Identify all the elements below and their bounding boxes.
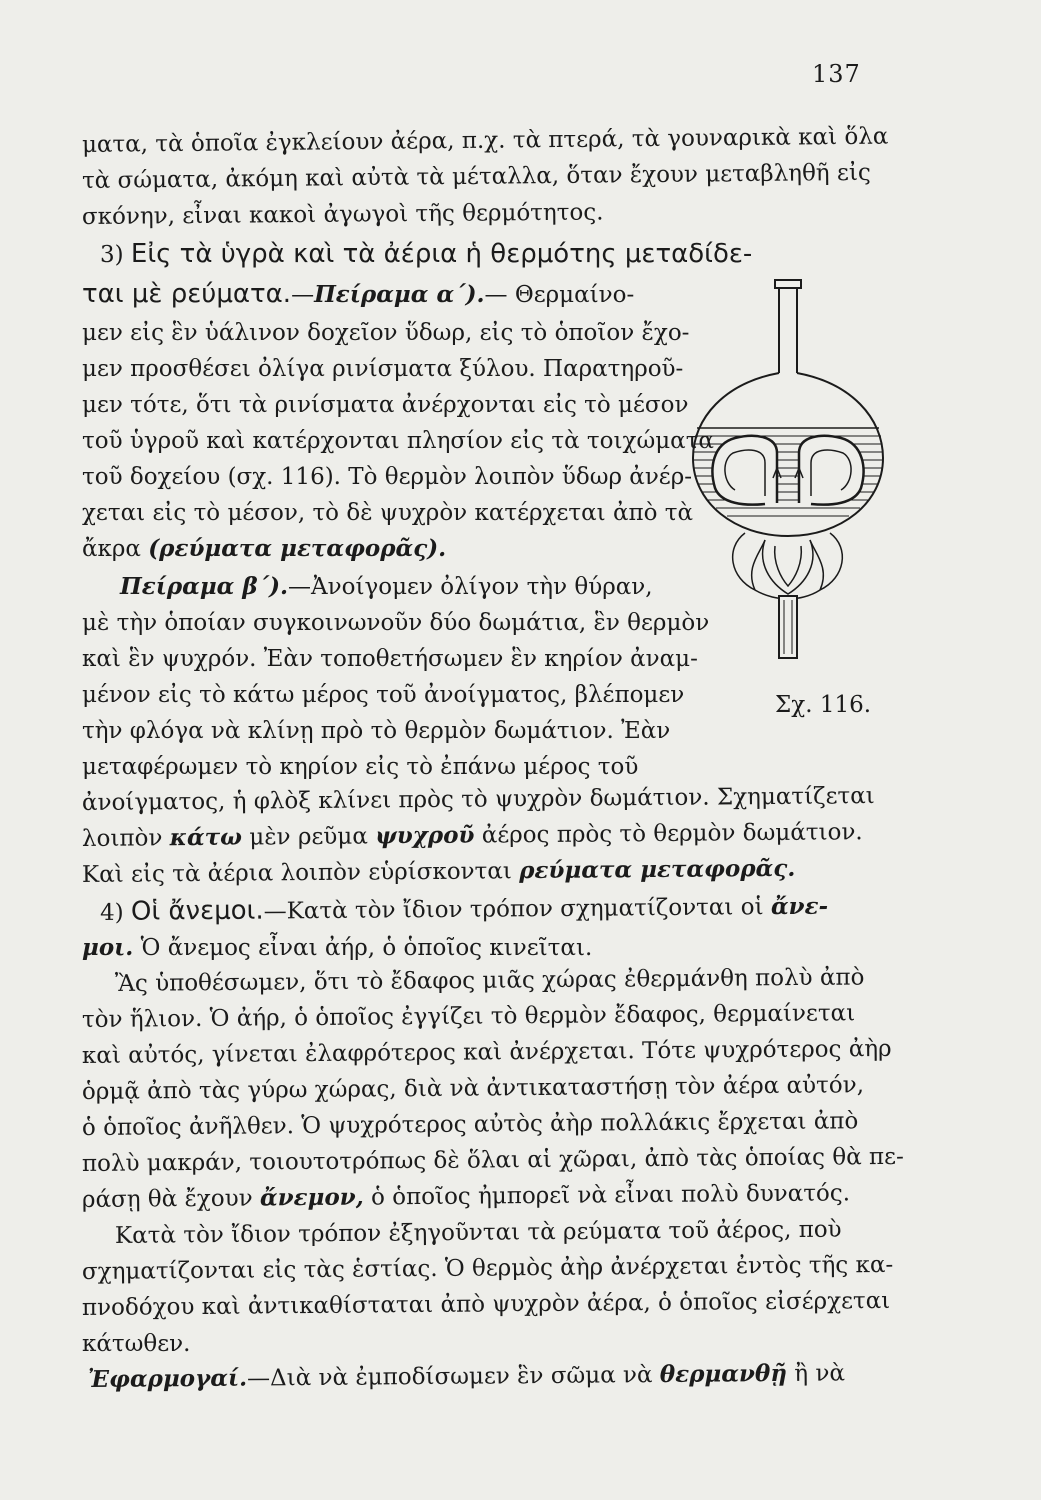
text: — Θερμαίνο- — [484, 282, 635, 308]
section-number: 4) — [99, 899, 132, 926]
text-line-20 — [82, 815, 863, 856]
text: μεν προσθέσει ὀλίγα ρινίσματα ξύλου. Παρατηροῦ- — [82, 356, 684, 382]
text: —Ἀνοίγομεν ὀλίγον τὴν θύραν, — [288, 574, 653, 600]
text: ἄκρα — [82, 536, 149, 562]
flask-neck-rim — [775, 280, 801, 288]
text: ἢ νὰ — [786, 1360, 846, 1387]
text: ἀνοίγματος, ἡ φλὸξ κλίνει πρὸς τὸ ψυχρὸν δωμάτιον. Σχηματίζεται — [81, 783, 875, 816]
text: σκόνην, εἶναι κακοὶ ἀγωγοὶ τῆς θερμότητος. — [81, 199, 604, 230]
experiment-label: Πείραμα α΄). — [314, 281, 485, 308]
text: ματα, τὰ ὁποῖα ἐγκλείουν ἀέρα, π.χ. τὰ πτερά, τὰ γουναρικὰ καὶ ὅλα — [81, 123, 889, 158]
emphasis: Ἐφαρμογαί. — [87, 1364, 248, 1393]
text-line-26 — [82, 1032, 892, 1073]
text-line-27 — [82, 1068, 864, 1109]
emphasis: ψυχροῦ — [375, 821, 475, 850]
section-heading-3 — [100, 237, 752, 272]
text-line-2 — [82, 156, 871, 198]
text-line-19 — [82, 779, 875, 820]
text: πνοδόχου καὶ ἀντικαθίσταται ἀπὸ ψυχρὸν ἀέρα, ὁ ὁποῖος εἰσέρχεται — [81, 1287, 891, 1321]
burner-tube — [779, 596, 797, 658]
text-line-8 — [82, 388, 688, 422]
text-line-10 — [82, 460, 692, 494]
text-line-16 — [82, 678, 684, 712]
figure-116 — [685, 278, 890, 678]
text-line-21 — [82, 852, 796, 892]
text: μεν εἰς ἓν ὑάλινον δοχεῖον ὕδωρ, εἰς τὸ ὁποῖον ἔχο- — [82, 320, 690, 346]
text: πολὺ μακράν, τοιουτοτρόπως δὲ ὅλαι αἱ χῶραι, ἀπὸ τὰς ὁποίας θὰ πε- — [81, 1143, 904, 1177]
text: ἀέρος πρὸς τὸ θερμὸν δωμάτιον. — [474, 819, 863, 849]
text: μένον εἰς τὸ κάτω μέρος τοῦ ἀνοίγματος, βλέπομεν — [82, 682, 685, 708]
emphasis: θερμανθῇ — [659, 1359, 788, 1389]
section-title: Οἱ ἄνεμοι. — [130, 895, 264, 927]
text: Κατὰ τὸν ἴδιον τρόπον ἐξηγοῦνται τὰ ρεύματα τοῦ ἀέρος, ποὺ — [114, 1216, 842, 1249]
text-line-34 — [82, 1327, 190, 1361]
text: τὴν φλόγα νὰ κλίνῃ πρὸ τὸ θερμὸν δωμάτιον. Ἐὰν — [82, 718, 671, 744]
text: χεται εἰς τὸ μέσον, τὸ δὲ ψυχρὸν κατέρχεται ἀπὸ τὰ — [82, 500, 694, 526]
text: ὁρμᾷ ἀπὸ τὰς γύρω χώρας, διὰ νὰ ἀντικαταστήσῃ τὸν ἀέρα αὐτόν, — [81, 1072, 865, 1105]
text: —Κατὰ τὸν ἴδιον τρόπον σχηματίζονται οἱ — [263, 894, 771, 925]
page-number: 137 — [812, 60, 861, 88]
emphasis: (ρεύματα μεταφορᾶς). — [148, 535, 447, 562]
text-line-5 — [82, 277, 634, 312]
text: ὁ ὁποῖος ἀνῆλθεν. Ὁ ψυχρότερος αὐτὸς ἀὴρ πολλάκις ἔρχεται ἀπὸ — [81, 1108, 859, 1141]
text: μεν τότε, ὅτι τὰ ρινίσματα ἀνέρχονται εἰς τὸ μέσον — [82, 392, 689, 418]
text: μεταφέρωμεν τὸ κηρίον εἰς τὸ ἐπάνω μέρος τοῦ — [82, 754, 639, 780]
text-line-6 — [82, 316, 689, 350]
emphasis: κάτω — [169, 823, 243, 852]
section-number: 3) — [100, 242, 131, 268]
emphasis: ἄνε- — [770, 892, 829, 921]
emphasis: ἄνεμον, — [259, 1183, 364, 1212]
text: σχηματίζονται εἰς τὰς ἑστίας. Ὁ θερμὸς ἀὴρ ἀνέρχεται ἐντὸς τῆς κα- — [81, 1251, 894, 1285]
text: τοῦ δοχείου (σχ. 116). Τὸ θερμὸν λοιπὸν ὕδωρ ἀνέρ- — [82, 464, 693, 490]
text-line-1 — [82, 120, 889, 162]
text-line-11 — [82, 496, 693, 530]
text-line-23 — [82, 931, 592, 965]
text: τοῦ ὑγροῦ καὶ κατέρχονται πλησίον εἰς τὰ τοιχώματα — [82, 428, 714, 454]
text: λοιπὸν — [81, 825, 170, 852]
text: τὰ σώματα, ἀκόμη καὶ αὐτὰ τὰ μέταλλα, ὅταν ἔχουν μεταβληθῆ εἰς — [81, 159, 871, 194]
text-line-15 — [82, 642, 698, 676]
text-line-18 — [82, 750, 638, 784]
text: κάτωθεν. — [82, 1331, 191, 1357]
text: ράσῃ θὰ ἔχουν — [81, 1185, 261, 1213]
text-line-12 — [82, 532, 446, 566]
figure-caption: Σχ. 116. — [775, 692, 872, 718]
text-line-24 — [115, 960, 865, 1001]
text: καὶ ἓν ψυχρόν. Ἐὰν τοποθετήσωμεν ἓν κηρίον ἀναμ- — [82, 646, 698, 672]
text: μὲ τὴν ὁποίαν συγκοινωνοῦν δύο δωμάτια, ἓν θερμὸν — [82, 610, 710, 636]
text-line-7 — [82, 352, 683, 386]
text: Ἂς ὑποθέσωμεν, ὅτι τὸ ἔδαφος μιᾶς χώρας ἐθερμάνθη πολὺ ἀπὸ — [114, 964, 865, 997]
text-line-33 — [82, 1284, 891, 1325]
text-line-13 — [120, 570, 653, 604]
text: — — [291, 282, 315, 308]
text-line-32 — [82, 1248, 894, 1289]
text-line-30 — [82, 1176, 850, 1217]
experiment-label: Πείραμα β΄). — [120, 573, 289, 600]
emphasis: μοι. — [82, 934, 134, 961]
text: Ὁ ἄνεμος εἶναι ἀήρ, ὁ ὁποῖος κινεῖται. — [133, 935, 593, 961]
text-line-17 — [82, 714, 670, 748]
text-line-3 — [82, 195, 604, 234]
text: ὁ ὁποῖος ἠμπορεῖ νὰ εἶναι πολὺ δυνατός. — [363, 1180, 851, 1211]
convection-loop-right — [799, 436, 864, 505]
text-line-28 — [82, 1104, 859, 1145]
text: τὸν ἥλιον. Ὁ ἀήρ, ὁ ὁποῖος ἐγγίζει τὸ θερμὸν ἔδαφος, θερμαίνεται — [81, 1000, 856, 1033]
text: μὲν ρεῦμα — [241, 823, 376, 851]
text-line-9 — [82, 424, 714, 458]
text: —Διὰ νὰ ἐμποδίσωμεν ἓν σῶμα νὰ — [246, 1362, 660, 1392]
text: καὶ αὐτός, γίνεται ἐλαφρότερος καὶ ἀνέρχεται. Τότε ψυχρότερος ἀὴρ — [81, 1035, 892, 1069]
section-title-cont: ται μὲ ρεύματα. — [82, 279, 292, 309]
text-line-14 — [82, 606, 709, 640]
section-title: Εἰς τὰ ὑγρὰ καὶ τὰ ἀέρια ἡ θερμότης μεταδίδε- — [130, 239, 753, 269]
text-line-31 — [115, 1213, 842, 1253]
text: Καὶ εἰς τὰ ἀέρια λοιπὸν εὑρίσκονται — [81, 858, 520, 888]
text-line-29 — [82, 1140, 904, 1181]
text-line-35 — [88, 1356, 845, 1397]
text-line-25 — [82, 996, 855, 1037]
flame-icon — [733, 533, 843, 599]
emphasis: ρεύματα μεταφορᾶς. — [519, 854, 796, 885]
convection-loop-left — [712, 436, 777, 505]
section-heading-4 — [100, 889, 828, 930]
